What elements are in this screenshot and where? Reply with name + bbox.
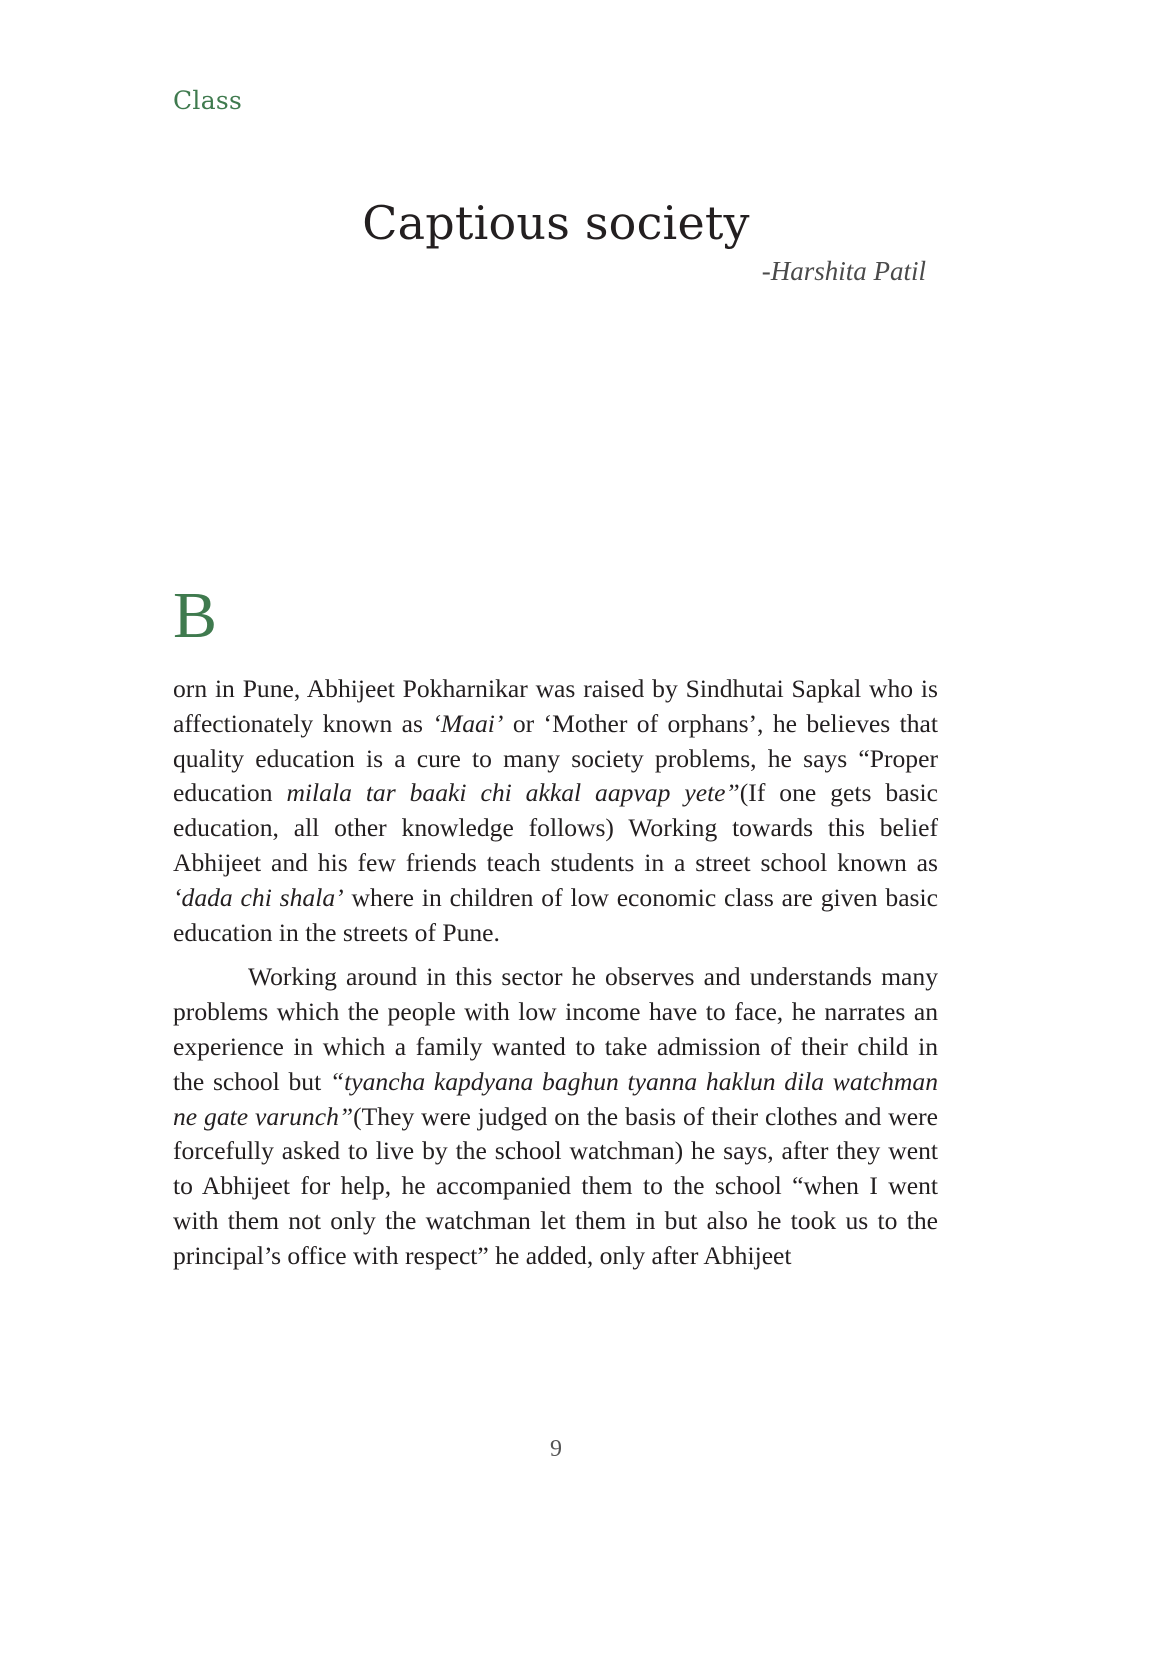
text-segment: where in children of low economic class are given basic education in the streets of Pune. bbox=[173, 882, 938, 947]
paragraph-1 bbox=[173, 580, 938, 950]
text-segment: orn in Pune, Abhijeet Pokharnikar was raised by Sindhutai Sapkal who is affectionately known as bbox=[173, 674, 938, 738]
article-author: -Harshita Patil bbox=[761, 256, 926, 286]
italic-phrase-marathi-quote: milala tar baaki chi akkal aapvap yete” bbox=[286, 778, 740, 808]
italic-phrase-maai: ‘Maai’ bbox=[432, 708, 504, 738]
text-segment: Working around in this sector he observes and understands many problems which the people with low income have to face, he narrates an experience in which a family wanted to take admission of their child in the school but bbox=[173, 962, 938, 1096]
italic-phrase-marathi-quote: “tyancha kapdyana baghun tyanna haklun dila watchman ne gate varunch” bbox=[173, 1066, 938, 1131]
article-title: Captious society bbox=[362, 196, 750, 250]
article-body bbox=[173, 580, 938, 1284]
italic-phrase-school-name: ‘dada chi shala’ bbox=[173, 882, 344, 912]
paragraph-2 bbox=[173, 960, 938, 1273]
drop-cap: B bbox=[173, 579, 218, 652]
text-segment: (If one gets basic education, all other knowledge follows) Working towards this belief Abhijeet and his few friends teach students in a street school known as bbox=[173, 778, 938, 877]
section-label: Class bbox=[173, 86, 243, 115]
paragraph-1-content bbox=[173, 642, 938, 950]
text-segment: or ‘Mother of orphans’, he believes that quality education is a cure to many society problems, he says “Proper education bbox=[173, 708, 939, 808]
text-segment: (They were judged on the basis of their clothes and were forcefully asked to live by the school watchman) he says, after they went to Abhijeet for help, he accompanied them to the school “when I went with them not only the watchman let them in but also he took us to the principal’s office with respect” he added, only after Abhijeet bbox=[173, 1101, 939, 1270]
page-number: 9 bbox=[550, 1436, 562, 1462]
